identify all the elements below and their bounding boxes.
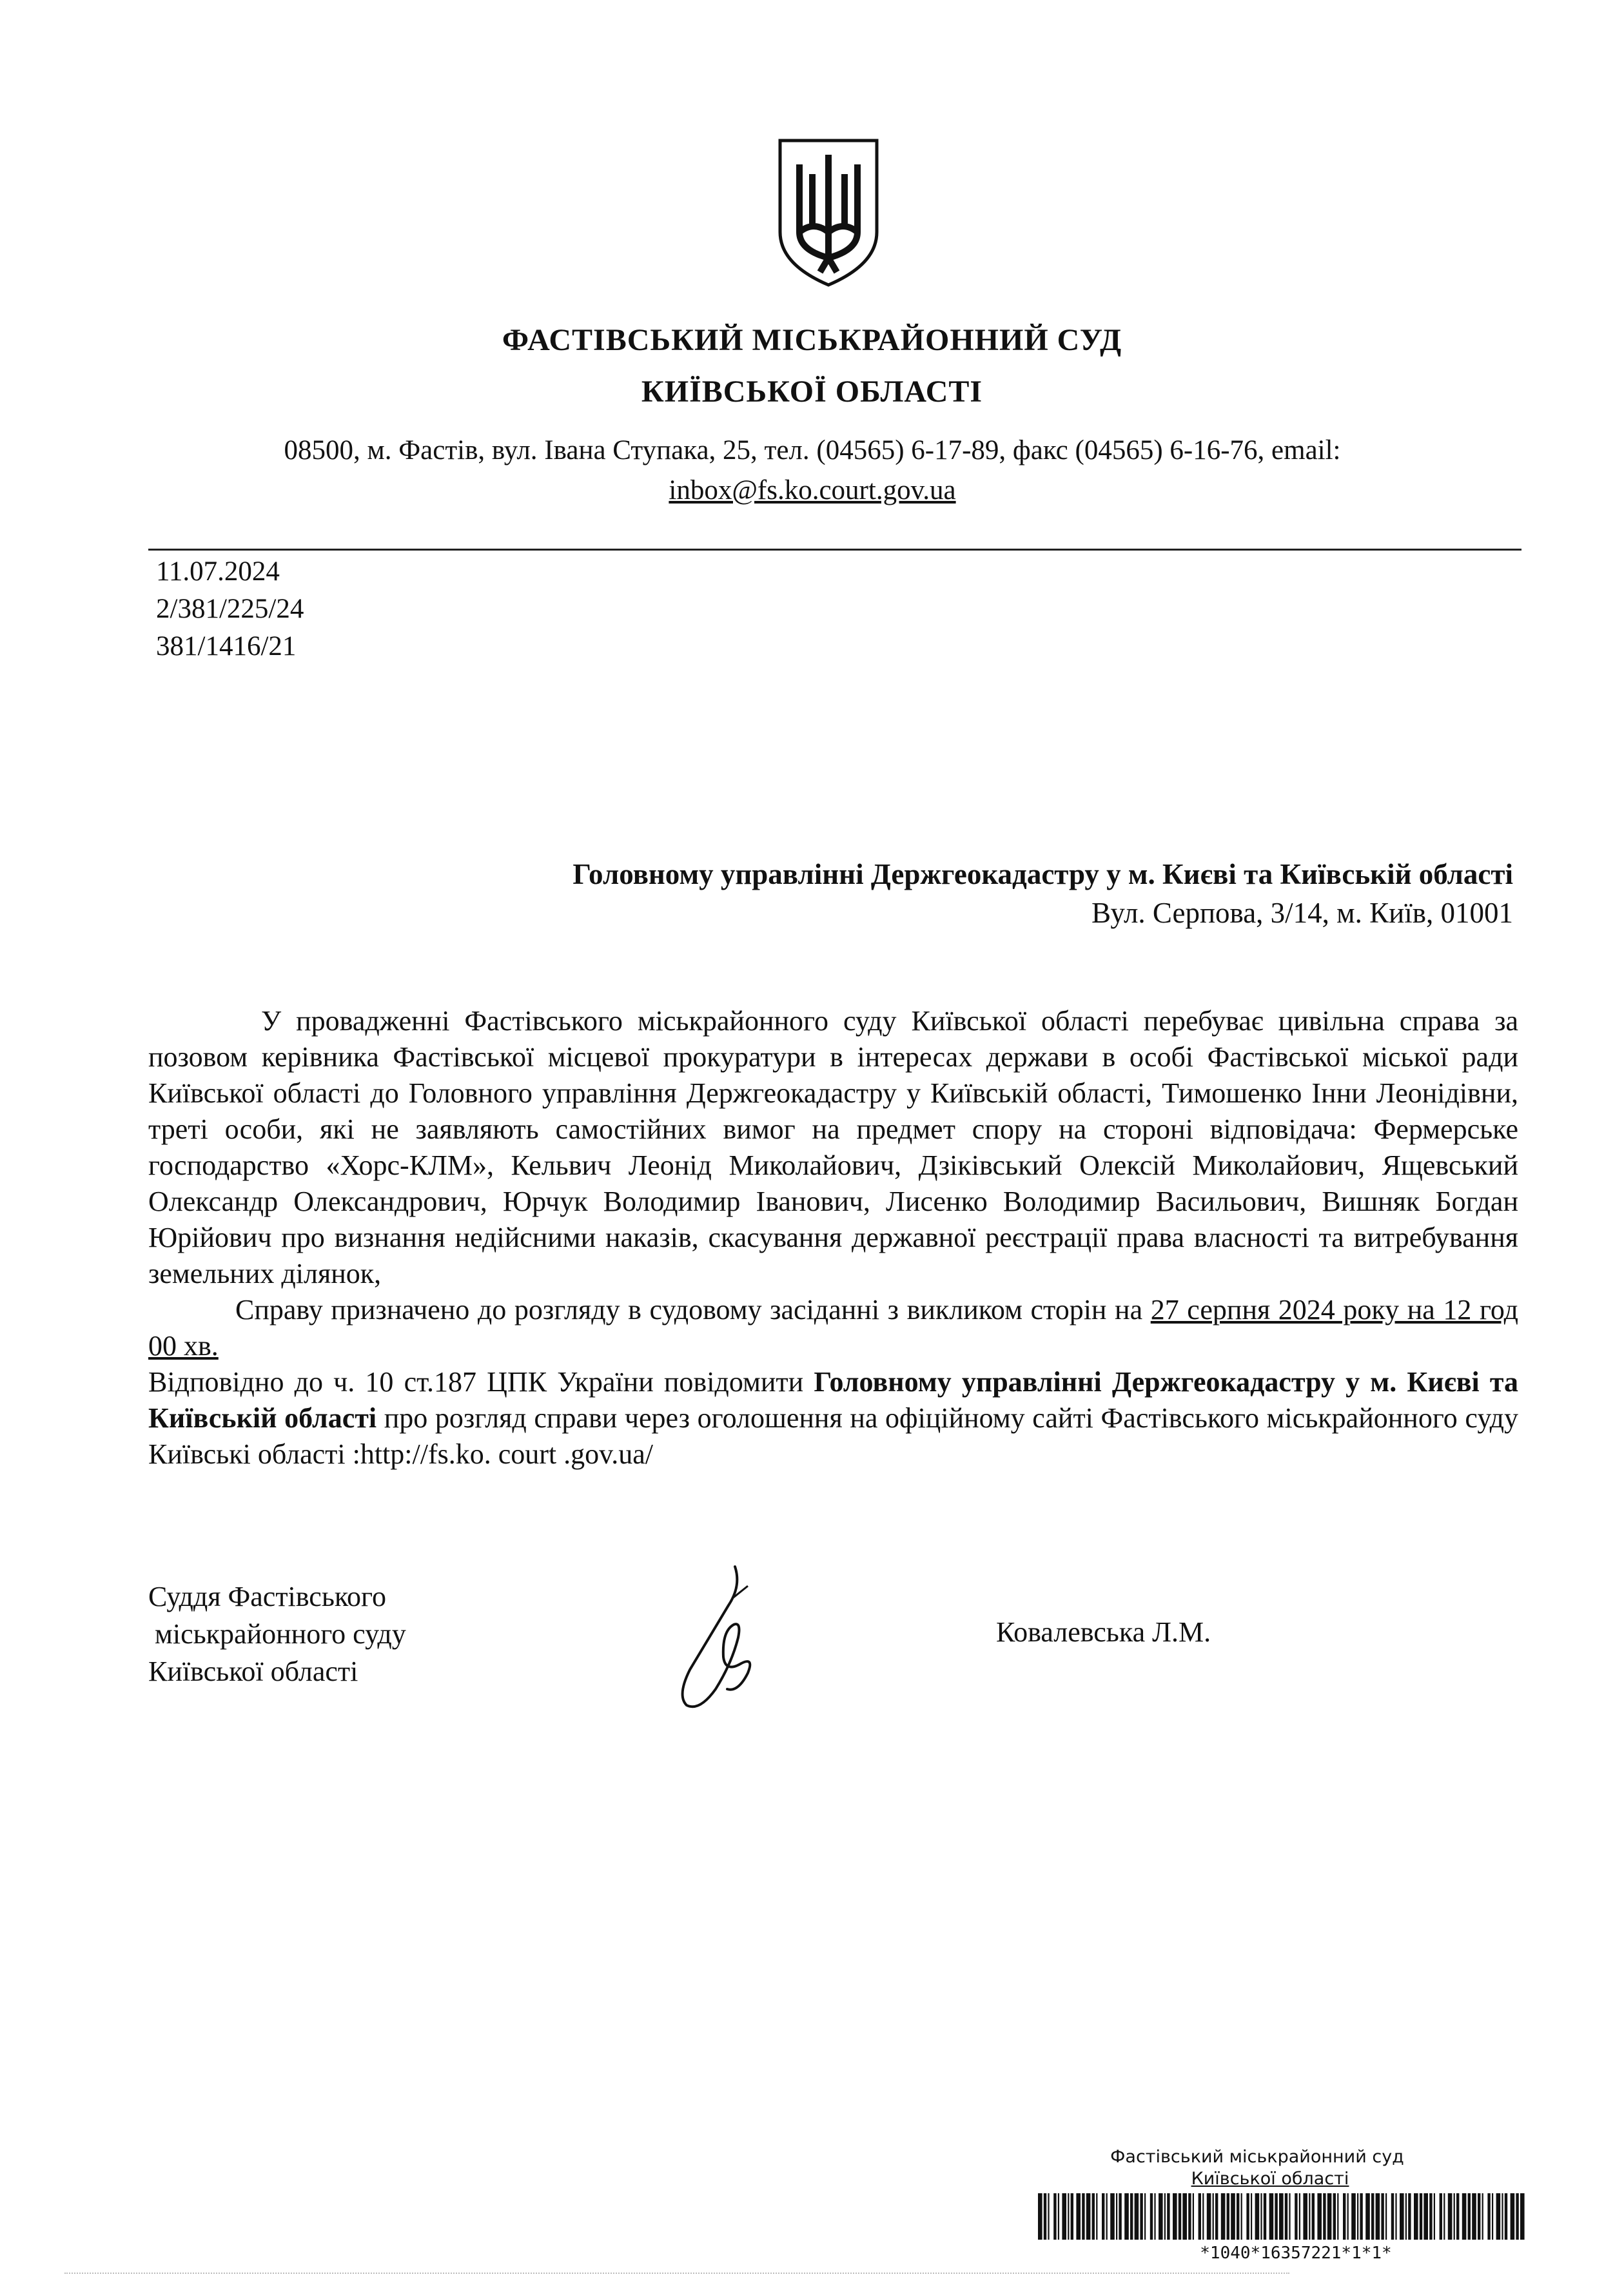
recipient-address: Вул. Серпова, 3/14, м. Київ, 01001	[1091, 897, 1513, 929]
registration-stamp	[1038, 2147, 1528, 2269]
judge-title-line2: міськрайонного суду	[155, 1618, 406, 1650]
letter-body	[148, 1003, 1518, 1472]
court-email-link[interactable]: inbox@fs.ko.court.gov.ua	[669, 475, 956, 505]
body-paragraph-2	[148, 1292, 1518, 1364]
hearing-date: 27 серпня 2024 року на 12 год 00 хв.	[148, 1294, 1519, 1362]
hearing-text: Справу призначено до розгляду в судовому засіданні з викликом сторін на	[235, 1294, 1143, 1325]
notice-suffix: про розгляд справи через оголошення на офіційному сайті Фастівського міськрайонного суду Київські області :http://fs.ko. court .gov.ua/	[148, 1402, 1519, 1470]
header-divider	[148, 549, 1521, 551]
barcode	[1038, 2193, 1528, 2240]
ukraine-coat-of-arms-icon	[774, 135, 883, 290]
judge-title-line3: Київської області	[148, 1656, 358, 1687]
outgoing-number: 2/381/225/24	[156, 594, 304, 624]
stamp-court-name: Фастівський міськрайонний суд	[1110, 2147, 1404, 2167]
court-address: 08500, м. Фастів, вул. Івана Ступака, 25, тел. (04565) 6-17-89, факс (04565) 6-16-76, email:	[284, 435, 1341, 465]
body-paragraph-3	[148, 1364, 1518, 1472]
court-contacts	[155, 431, 1470, 511]
stamp-region: Київської області	[1191, 2169, 1349, 2189]
notice-text: Відповідно до ч. 10 ст.187 ЦПК України повідомити	[148, 1366, 804, 1398]
recipient-block	[572, 855, 1513, 932]
barcode-text: *1040*16357221*1*1*	[1200, 2244, 1392, 2263]
judge-name: Ковалевська Л.М.	[996, 1616, 1211, 1648]
court-name-line1: ФАСТІВСЬКИЙ МІСЬКРАЙОННИЙ СУД	[502, 323, 1122, 357]
document-date: 11.07.2024	[156, 556, 280, 587]
notice-recipient: Головному управлінні Держгеокадастру у м. Києві та Київській області	[148, 1366, 1518, 1434]
handwritten-signature	[651, 1560, 780, 1715]
recipient-name: Головному управлінні Держгеокадастру у м. Києві та Київській області	[572, 858, 1513, 890]
judge-title-line1: Суддя Фастівського	[148, 1581, 386, 1612]
court-name-line2: КИЇВСЬКОЇ ОБЛАСТІ	[641, 375, 983, 409]
body-paragraph-1: У провадженні Фастівського міськрайонного суду Київської області перебуває цивільна справа за позовом керівника Фастівської місцевої прокуратури в інтересах держави в особі Фастівської міської ради Київської області до Головного управління Держгеокадастру у Київській області, Тимошенко Інни Леонідівни, треті особи, які не заявляють самостійних вимог на предмет спору на стороні відповідача: Фермерське господарство «Хорс-КЛМ», Кельвич Леонід Миколайович, Дзіківський Олексій Миколайович, Ящевський Олександр Олександрович, Юрчук Володимир Іванович, Лисенко Володимир Васильович, Вишняк Богдан Юрійович про визнання недійсними наказів, скасування державної реєстрації права власності та витребування земельних ділянок,	[148, 1005, 1518, 1289]
case-number: 381/1416/21	[156, 631, 297, 661]
scan-edge-line	[64, 2273, 1289, 2274]
judge-title	[148, 1578, 406, 1690]
document-references	[156, 553, 304, 665]
